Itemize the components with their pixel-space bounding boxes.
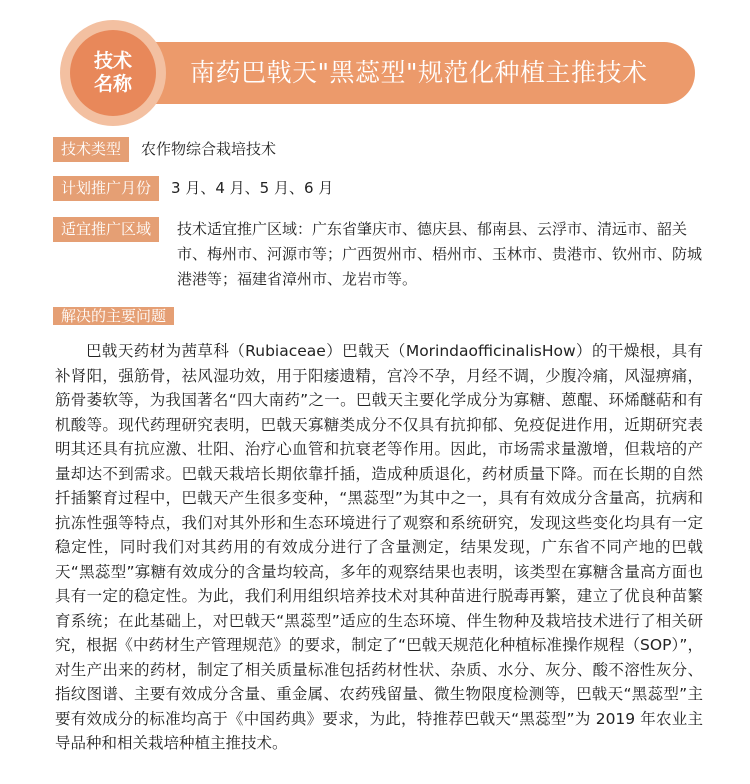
tech-type-row (53, 137, 276, 162)
badge-text-line2: 名称 (93, 73, 132, 95)
promo-area-row (53, 217, 702, 292)
promo-months-value: 3 月、4 月、5 月、6 月 (171, 179, 334, 197)
tech-name-badge (60, 20, 166, 126)
promo-months-label: 计划推广月份 (53, 176, 159, 201)
tech-type-value: 农作物综合栽培技术 (141, 140, 277, 158)
promo-area-value: 技术适宜推广区域：广东省肇庆市、德庆县、郁南县、云浮市、清远市、韶关市、梅州市、河源市等；广西贺州市、梧州市、玉林市、贵港市、钦州市、防城港港等；福建省漳州市、龙岩市等。 (177, 220, 703, 288)
problem-paragraph: 巴戟天药材为茜草科（Rubiaceae）巴戟天（MorindaofficinalisHow）的干燥根，具有补肾阳，强筋骨，祛风湿功效，用于阳痿遗精，宫冷不孕，月经不调，少腹冷痛，风湿痹痛，筋骨萎软等，为我国著名“四大南药”之一。巴戟天主要化学成分为寡糖、蒽醌、环烯醚萜和有机酸等。现代药理研究表明，巴戟天寡糖类成分不仅具有抗抑郁、免疫促进作用，近期研究表明其还具有抗应激、壮阳、治疗心血管和抗衰老等作用。因此，市场需求量激增，但栽培的产量却达不到需求。巴戟天栽培长期依靠扦插，造成种质退化，药材质量下降。而在长期的自然扦插繁育过程中，巴戟天产生很多变种，“黑蕊型”为其中之一，具有有效成分含量高，抗病和抗冻性强等特点，我们对其外形和生态环境进行了观察和系统研究，发现这些变化均具有一定稳定性，同时我们对其药用的有效成分进行了含量测定，结果发现，广东省不同产地的巴戟天“黑蕊型”寡糖有效成分的含量均较高，多年的观察结果也表明，该类型在寡糖含量高方面也具有一定的稳定性。为此，我们利用组织培养技术对其种苗进行脱毒再繁，建立了优良种苗繁育系统；在此基础上，对巴戟天“黑蕊型”适应的生态环境、伴生物种及栽培技术进行了相关研究，根据《中药材生产管理规范》的要求，制定了“巴戟天规范化种植标准操作规程（SOP）”，对生产出来的药材，制定了相关质量标准包括药材性状、杂质、水分、灰分、酸不溶性灰分、指纹图谱、主要有效成分含量、重金属、农药残留量、微生物限度检测等，巴戟天“黑蕊型”主要有效成分的标准均高于《中国药典》要求，为此，特推荐巴戟天“黑蕊型”为 2019 年农业主导品种和相关栽培种植主推技术。 (55, 342, 703, 752)
page-title: 南药巴戟天"黑蕊型"规范化种植主推技术 (190, 58, 648, 87)
problem-label: 解决的主要问题 (53, 307, 174, 325)
tech-name-badge-inner (70, 30, 156, 116)
problem-section-header (53, 304, 174, 329)
promo-area-label: 适宜推广区域 (53, 217, 159, 242)
badge-text-line1: 技术 (93, 50, 132, 72)
promo-months-row (53, 176, 333, 201)
tech-type-label: 技术类型 (53, 137, 129, 162)
header (60, 20, 700, 130)
